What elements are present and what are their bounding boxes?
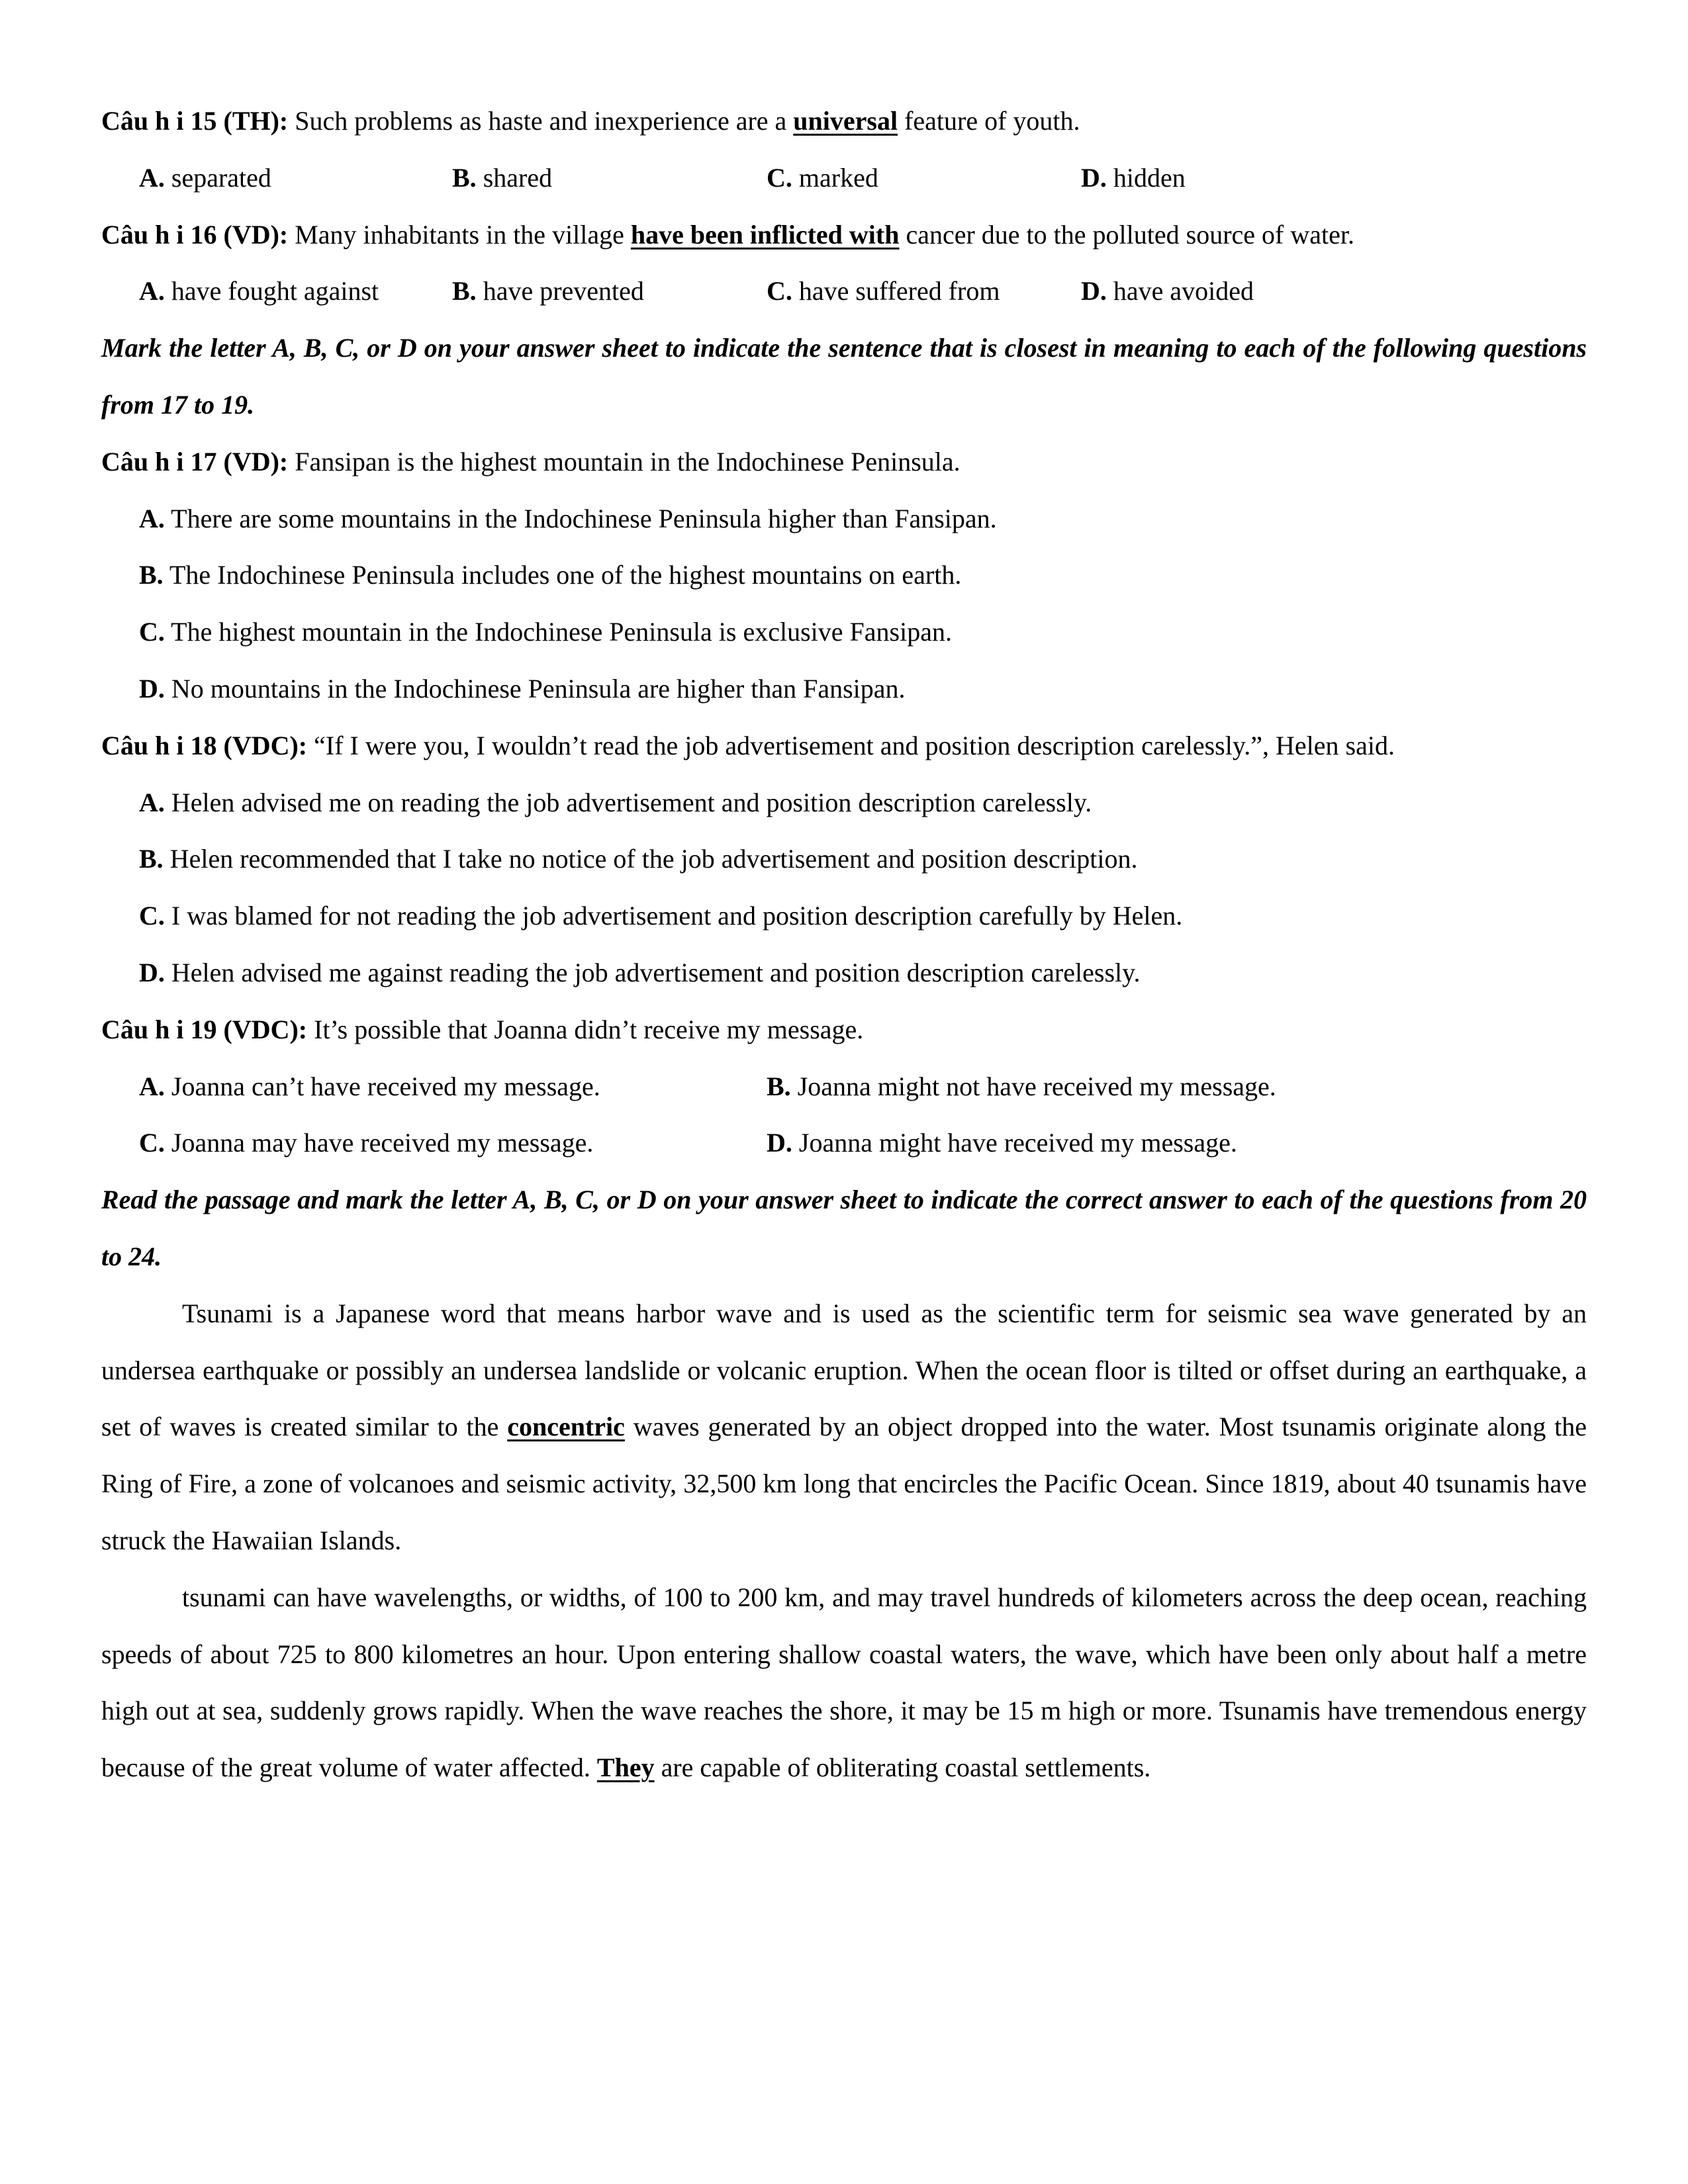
- option-text: The highest mountain in the Indochinese Peninsula is exclusive Fansipan.: [164, 617, 952, 647]
- question-stem: feature of youth.: [898, 106, 1080, 136]
- option-letter: A.: [139, 787, 165, 817]
- passage-paragraph-1: [101, 1285, 1587, 1569]
- option-a[interactable]: [139, 263, 379, 320]
- passage-text: are capable of obliterating coastal settlements.: [654, 1752, 1151, 1783]
- option-text: have avoided: [1106, 276, 1254, 306]
- underlined-word: They: [596, 1752, 655, 1783]
- option-letter: D.: [139, 957, 165, 987]
- option-letter: D.: [1081, 276, 1107, 306]
- passage-text: Tsunami is a Japanese word that means harbor wave and is used as the scientific term for seismic sea wave generated by an undersea earthquake or possibly an undersea landslide or volcanic eruption. When the ocean floor is tilted or offset during an earthquake, a set of waves is created similar to the: [101, 1298, 1587, 1442]
- question-stem: cancer due to the polluted source of water.: [899, 219, 1354, 250]
- underlined-word: universal: [793, 106, 898, 136]
- question-17-option-c[interactable]: [101, 604, 1587, 660]
- option-text: have suffered from: [792, 276, 1000, 306]
- option-text: Helen advised me against reading the job advertisement and position description carelessly.: [164, 957, 1141, 987]
- option-b[interactable]: [452, 263, 644, 320]
- option-c[interactable]: [767, 263, 1000, 320]
- question-label: Câu h i 19 (VDC):: [101, 1014, 308, 1044]
- underlined-word: concentric: [507, 1412, 625, 1442]
- question-17: [101, 433, 1587, 490]
- option-letter: C.: [767, 162, 792, 193]
- option-a[interactable]: [139, 150, 271, 206]
- question-stem: Such problems as haste and inexperience are a: [288, 106, 794, 136]
- option-letter: D.: [1081, 162, 1107, 193]
- option-text: I was blamed for not reading the job advertisement and position description carefully by Helen.: [164, 901, 1183, 931]
- option-text: shared: [476, 162, 553, 193]
- option-text: Joanna may have received my message.: [164, 1128, 594, 1158]
- section-instruction-20-24: Read the passage and mark the letter A, B, C, or D on your answer sheet to indicate the correct answer to each of the questions from 20 to 24.: [101, 1185, 1587, 1271]
- option-letter: B.: [139, 560, 164, 590]
- option-letter: A.: [139, 1071, 165, 1101]
- option-c[interactable]: [767, 150, 878, 206]
- option-letter: D.: [767, 1128, 792, 1158]
- option-c[interactable]: [139, 1115, 593, 1171]
- option-text: Helen advised me on reading the job advertisement and position description carelessly.: [164, 787, 1092, 817]
- question-18-option-a[interactable]: [101, 774, 1587, 831]
- option-letter: D.: [139, 673, 165, 704]
- option-d[interactable]: [1081, 150, 1186, 206]
- question-16: [101, 206, 1587, 263]
- question-label: Câu h i 17 (VD):: [101, 446, 289, 477]
- option-letter: A.: [139, 162, 165, 193]
- question-17-option-a[interactable]: [101, 490, 1587, 547]
- passage-paragraph-2: [101, 1569, 1587, 1796]
- question-stem: “If I were you, I wouldn’t read the job advertisement and position description carelessly.”, Helen said.: [307, 730, 1395, 760]
- question-19-options-cd: [101, 1115, 1587, 1171]
- option-d[interactable]: [767, 1115, 1237, 1171]
- option-d[interactable]: [1081, 263, 1254, 320]
- passage-text: waves generated by an object dropped into the water. Most tsunamis originate along the Ring of Fire, a zone of volcanoes and seismic activity, 32,500 km long that encircles the Pacific Ocean. Since 1819, about 40 tsunamis have struck the Hawaiian Islands.: [101, 1412, 1587, 1555]
- option-text: have prevented: [476, 276, 644, 306]
- option-letter: B.: [452, 162, 477, 193]
- option-text: hidden: [1106, 162, 1186, 193]
- question-19-options-ab: [101, 1058, 1587, 1115]
- question-stem: Fansipan is the highest mountain in the Indochinese Peninsula.: [288, 446, 961, 477]
- question-16-options: [101, 263, 1587, 320]
- question-18-option-b[interactable]: [101, 831, 1587, 887]
- option-letter: A.: [139, 276, 165, 306]
- option-text: marked: [792, 162, 878, 193]
- reading-passage: [101, 1285, 1587, 1796]
- question-label: Câu h i 15 (TH):: [101, 106, 289, 136]
- option-text: have fought against: [164, 276, 379, 306]
- option-letter: C.: [139, 901, 165, 931]
- option-letter: B.: [767, 1071, 791, 1101]
- option-letter: C.: [139, 1128, 165, 1158]
- question-15-options: [101, 150, 1587, 206]
- question-17-option-b[interactable]: [101, 547, 1587, 604]
- option-text: No mountains in the Indochinese Peninsula are higher than Fansipan.: [164, 673, 906, 704]
- option-letter: C.: [767, 276, 792, 306]
- question-19: [101, 1001, 1587, 1058]
- question-18-option-c[interactable]: [101, 887, 1587, 944]
- exam-page: [101, 93, 1587, 1796]
- option-text: Helen recommended that I take no notice of the job advertisement and position description.: [163, 844, 1138, 874]
- passage-text: tsunami can have wavelengths, or widths, of 100 to 200 km, and may travel hundreds of kilometers across the deep ocean, reaching speeds of about 725 to 800 kilometres an hour. Upon entering shallow coastal waters, the wave, which have been only about half a metre high out at sea, suddenly grows rapidly. When the wave reaches the shore, it may be 15 m high or more. Tsunamis have tremendous energy because of the great volume of water affected.: [101, 1582, 1587, 1783]
- option-text: The Indochinese Peninsula includes one of the highest mountains on earth.: [163, 560, 962, 590]
- option-a[interactable]: [139, 1058, 600, 1115]
- option-b[interactable]: [452, 150, 552, 206]
- option-text: There are some mountains in the Indochinese Peninsula higher than Fansipan.: [164, 503, 997, 533]
- question-stem: It’s possible that Joanna didn’t receive my message.: [307, 1014, 864, 1044]
- question-17-option-d[interactable]: [101, 660, 1587, 717]
- option-text: Joanna might have received my message.: [792, 1128, 1237, 1158]
- option-text: Joanna can’t have received my message.: [164, 1071, 600, 1101]
- question-18-option-d[interactable]: [101, 944, 1587, 1001]
- option-text: Joanna might not have received my message.: [790, 1071, 1276, 1101]
- question-18: [101, 717, 1587, 774]
- question-stem: Many inhabitants in the village: [288, 219, 631, 250]
- underlined-phrase: have been inflicted with: [630, 219, 900, 250]
- option-text: separated: [164, 162, 271, 193]
- option-letter: A.: [139, 503, 165, 533]
- question-label: Câu h i 18 (VDC):: [101, 730, 308, 760]
- option-b[interactable]: [767, 1058, 1276, 1115]
- option-letter: C.: [139, 617, 165, 647]
- question-label: Câu h i 16 (VD):: [101, 219, 289, 250]
- option-letter: B.: [139, 844, 164, 874]
- section-instruction-17-19: Mark the letter A, B, C, or D on your answer sheet to indicate the sentence that is closest in meaning to each of the following questions from 17 to 19.: [101, 333, 1587, 420]
- question-15: [101, 93, 1587, 150]
- option-letter: B.: [452, 276, 477, 306]
